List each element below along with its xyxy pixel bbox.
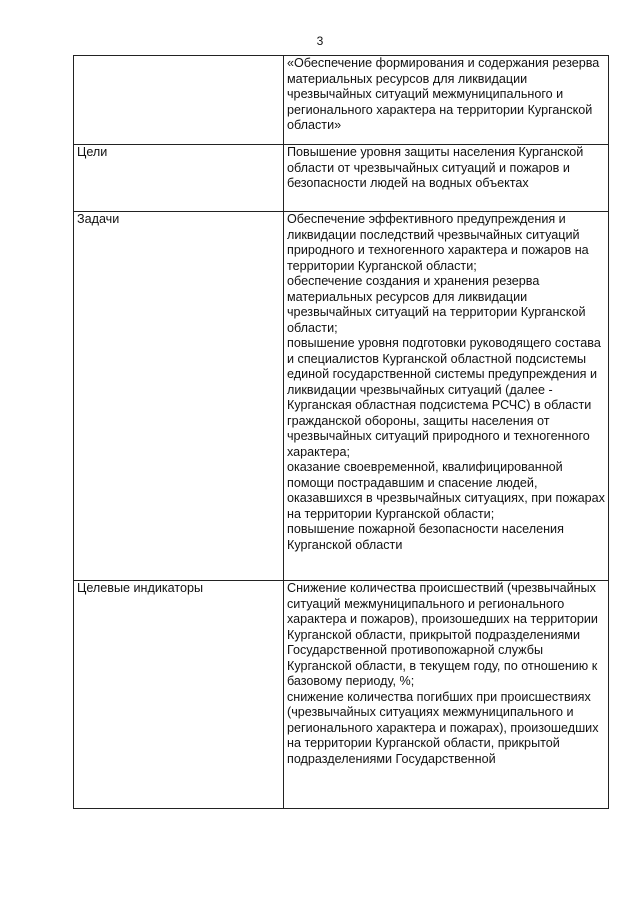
value-paragraph: повышение уровня подготовки руководящего состава и специалистов Курганской областной подсистемы единой государственной системы предупреждения и ликвидации чрезвычайных ситуаций (далее - Курганская областная подсистема РСЧС) в области гражданской обороны, защиты населения от чрезвычайных ситуаций природного и техногенного характера;	[287, 336, 601, 459]
table-row	[74, 581, 609, 809]
table-row	[74, 145, 609, 212]
value-paragraph: Обеспечение эффективного предупреждения и ликвидации последствий чрезвычайных ситуаций природного и техногенного характера и пожаров на территории Курганской области;	[287, 212, 589, 273]
row-value	[284, 212, 609, 581]
row-label: Задачи	[74, 212, 284, 581]
value-paragraph: оказание своевременной, квалифицированной помощи пострадавшим и спасение людей, оказавшихся в чрезвычайных ситуациях, при пожарах на территории Курганской области;	[287, 460, 605, 521]
table-row	[74, 56, 609, 145]
row-label	[74, 56, 284, 145]
value-paragraph: повышение пожарной безопасности населения Курганской области	[287, 522, 564, 552]
value-paragraph: Повышение уровня защиты населения Курганской области от чрезвычайных ситуаций и пожаров и безопасности людей на водных объектах	[287, 145, 584, 190]
page-number: 3	[316, 34, 324, 48]
row-value	[284, 145, 609, 212]
table-row	[74, 212, 609, 581]
row-label: Целевые индикаторы	[74, 581, 284, 809]
value-paragraph: Снижение количества происшествий (чрезвычайных ситуаций межмуниципального и регионального характера и пожаров), произошедших на территории Курганской области, прикрытой подразделениями Государственной противопожарной службы Курганской области, в текущем году, по отношению к базовому периоду, %;	[287, 581, 598, 688]
row-value	[284, 581, 609, 809]
row-value	[284, 56, 609, 145]
value-paragraph: «Обеспечение формирования и содержания резерва материальных ресурсов для ликвидации чрезвычайных ситуаций межмуниципального и регионального характера на территории Курганской области»	[287, 56, 600, 132]
row-label: Цели	[74, 145, 284, 212]
value-paragraph: обеспечение создания и хранения резерва материальных ресурсов для ликвидации чрезвычайных ситуаций на территории Курганской области;	[287, 274, 586, 335]
program-passport-table	[73, 55, 609, 809]
value-paragraph: снижение количества погибших при происшествиях (чрезвычайных ситуациях межмуниципального и регионального характера и пожарах), произошедших на территории Курганской области, прикрытой подразделениями Государственной	[287, 689, 599, 766]
